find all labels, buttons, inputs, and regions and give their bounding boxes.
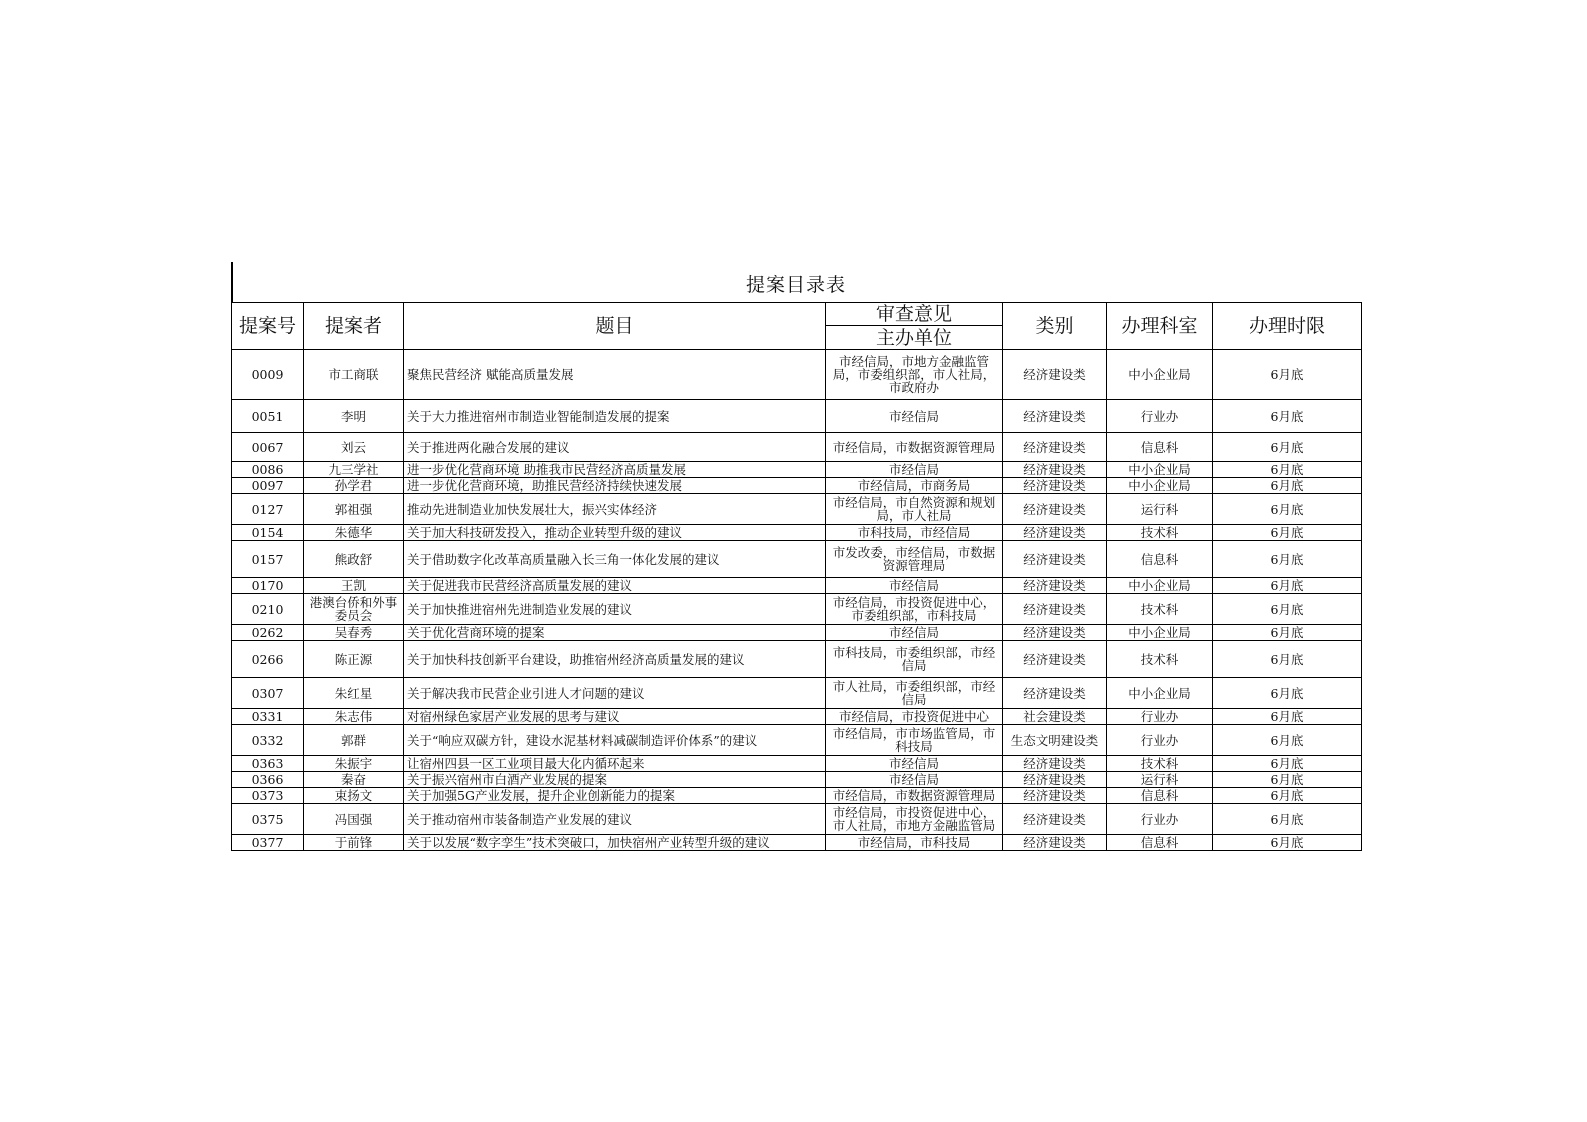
host-unit-cell: 市科技局，市委组织部，市经信局 <box>826 641 1003 678</box>
office-cell: 行业办 <box>1107 804 1213 835</box>
deadline-cell: 6月底 <box>1213 835 1362 851</box>
subject-cell: 聚焦民营经济 赋能高质量发展 <box>404 350 826 400</box>
deadline-cell: 6月底 <box>1213 525 1362 541</box>
proposer-cell: 李明 <box>304 400 404 433</box>
proposer-cell: 九三学社 <box>304 462 404 478</box>
office-cell: 技术科 <box>1107 641 1213 678</box>
host-unit-cell: 市经信局 <box>826 756 1003 772</box>
deadline-cell: 6月底 <box>1213 478 1362 494</box>
proposal-id-cell: 0373 <box>232 788 304 804</box>
subject-cell: 关于以发展“数字孪生”技术突破口，加快宿州产业转型升级的建议 <box>404 835 826 851</box>
office-cell: 中小企业局 <box>1107 678 1213 709</box>
header-id: 提案号 <box>232 303 304 350</box>
proposer-cell: 刘云 <box>304 433 404 462</box>
office-cell: 行业办 <box>1107 725 1213 756</box>
table-row <box>232 478 1362 494</box>
subject-cell: 关于促进我市民营经济高质量发展的建议 <box>404 578 826 594</box>
proposal-id-cell: 0331 <box>232 709 304 725</box>
proposal-id-cell: 0210 <box>232 594 304 625</box>
category-cell: 经济建设类 <box>1003 433 1107 462</box>
deadline-cell: 6月底 <box>1213 709 1362 725</box>
office-cell: 中小企业局 <box>1107 578 1213 594</box>
host-unit-cell: 市经信局 <box>826 462 1003 478</box>
office-cell: 中小企业局 <box>1107 625 1213 641</box>
header-office: 办理科室 <box>1107 303 1213 350</box>
deadline-cell: 6月底 <box>1213 494 1362 525</box>
proposer-cell: 陈正源 <box>304 641 404 678</box>
proposal-id-cell: 0067 <box>232 433 304 462</box>
office-cell: 运行科 <box>1107 772 1213 788</box>
table-row <box>232 804 1362 835</box>
category-cell: 经济建设类 <box>1003 788 1107 804</box>
proposal-id-cell: 0157 <box>232 541 304 578</box>
proposer-cell: 朱红星 <box>304 678 404 709</box>
host-unit-cell: 市经信局，市市场监管局，市科技局 <box>826 725 1003 756</box>
proposer-cell: 束扬文 <box>304 788 404 804</box>
proposal-id-cell: 0051 <box>232 400 304 433</box>
category-cell: 经济建设类 <box>1003 478 1107 494</box>
subject-cell: 关于优化营商环境的提案 <box>404 625 826 641</box>
table-row <box>232 433 1362 462</box>
category-cell: 经济建设类 <box>1003 494 1107 525</box>
table-row <box>232 772 1362 788</box>
header-deadline: 办理时限 <box>1213 303 1362 350</box>
deadline-cell: 6月底 <box>1213 788 1362 804</box>
subject-cell: 关于加大科技研发投入，推动企业转型升级的建议 <box>404 525 826 541</box>
table-row <box>232 756 1362 772</box>
office-cell: 信息科 <box>1107 433 1213 462</box>
header-subject: 题目 <box>404 303 826 350</box>
host-unit-cell: 市经信局，市科技局 <box>826 835 1003 851</box>
subject-cell: 进一步优化营商环境 助推我市民营经济高质量发展 <box>404 462 826 478</box>
deadline-cell: 6月底 <box>1213 678 1362 709</box>
header-review: 审查意见 <box>826 303 1003 326</box>
office-cell: 信息科 <box>1107 835 1213 851</box>
proposal-id-cell: 0332 <box>232 725 304 756</box>
category-cell: 经济建设类 <box>1003 804 1107 835</box>
office-cell: 信息科 <box>1107 541 1213 578</box>
deadline-cell: 6月底 <box>1213 462 1362 478</box>
deadline-cell: 6月底 <box>1213 756 1362 772</box>
deadline-cell: 6月底 <box>1213 641 1362 678</box>
category-cell: 经济建设类 <box>1003 625 1107 641</box>
host-unit-cell: 市科技局，市经信局 <box>826 525 1003 541</box>
proposal-id-cell: 0377 <box>232 835 304 851</box>
deadline-cell: 6月底 <box>1213 541 1362 578</box>
office-cell: 行业办 <box>1107 400 1213 433</box>
office-cell: 中小企业局 <box>1107 350 1213 400</box>
proposer-cell: 朱振宇 <box>304 756 404 772</box>
subject-cell: 让宿州四县一区工业项目最大化内循环起来 <box>404 756 826 772</box>
host-unit-cell: 市经信局，市数据资源管理局 <box>826 433 1003 462</box>
table-row <box>232 462 1362 478</box>
deadline-cell: 6月底 <box>1213 400 1362 433</box>
office-cell: 技术科 <box>1107 756 1213 772</box>
proposal-id-cell: 0307 <box>232 678 304 709</box>
proposal-id-cell: 0375 <box>232 804 304 835</box>
category-cell: 经济建设类 <box>1003 578 1107 594</box>
host-unit-cell: 市经信局 <box>826 625 1003 641</box>
proposer-cell: 港澳台侨和外事委员会 <box>304 594 404 625</box>
deadline-cell: 6月底 <box>1213 772 1362 788</box>
page-title: 提案目录表 <box>745 274 846 296</box>
proposer-cell: 吴春秀 <box>304 625 404 641</box>
proposal-id-cell: 0366 <box>232 772 304 788</box>
table-row <box>232 578 1362 594</box>
subject-cell: 关于借助数字化改革高质量融入长三角一体化发展的建议 <box>404 541 826 578</box>
deadline-cell: 6月底 <box>1213 804 1362 835</box>
category-cell: 经济建设类 <box>1003 756 1107 772</box>
proposal-id-cell: 0363 <box>232 756 304 772</box>
category-cell: 生态文明建设类 <box>1003 725 1107 756</box>
deadline-cell: 6月底 <box>1213 433 1362 462</box>
subject-cell: 关于推动宿州市装备制造产业发展的建议 <box>404 804 826 835</box>
host-unit-cell: 市发改委，市经信局，市数据资源管理局 <box>826 541 1003 578</box>
proposer-cell: 市工商联 <box>304 350 404 400</box>
proposal-id-cell: 0127 <box>232 494 304 525</box>
proposer-cell: 朱德华 <box>304 525 404 541</box>
table-row <box>232 594 1362 625</box>
table-row <box>232 400 1362 433</box>
table-row <box>232 525 1362 541</box>
office-cell: 信息科 <box>1107 788 1213 804</box>
category-cell: 经济建设类 <box>1003 350 1107 400</box>
deadline-cell: 6月底 <box>1213 594 1362 625</box>
category-cell: 经济建设类 <box>1003 594 1107 625</box>
table-row <box>232 709 1362 725</box>
proposer-cell: 秦奋 <box>304 772 404 788</box>
host-unit-cell: 市经信局，市投资促进中心，市委组织部，市科技局 <box>826 594 1003 625</box>
table-row <box>232 641 1362 678</box>
subject-cell: 关于加强5G产业发展，提升企业创新能力的提案 <box>404 788 826 804</box>
subject-cell: 关于加快推进宿州先进制造业发展的建议 <box>404 594 826 625</box>
category-cell: 经济建设类 <box>1003 541 1107 578</box>
proposal-id-cell: 0097 <box>232 478 304 494</box>
office-cell: 行业办 <box>1107 709 1213 725</box>
proposer-cell: 熊政舒 <box>304 541 404 578</box>
proposer-cell: 郭祖强 <box>304 494 404 525</box>
proposal-id-cell: 0262 <box>232 625 304 641</box>
subject-cell: 关于振兴宿州市白酒产业发展的提案 <box>404 772 826 788</box>
table-row <box>232 625 1362 641</box>
table-row <box>232 541 1362 578</box>
office-cell: 技术科 <box>1107 525 1213 541</box>
proposal-id-cell: 0170 <box>232 578 304 594</box>
table-row <box>232 494 1362 525</box>
host-unit-cell: 市经信局，市地方金融监管局，市委组织部，市人社局，市政府办 <box>826 350 1003 400</box>
category-cell: 经济建设类 <box>1003 525 1107 541</box>
proposer-cell: 冯国强 <box>304 804 404 835</box>
table-row <box>232 788 1362 804</box>
category-cell: 经济建设类 <box>1003 772 1107 788</box>
subject-cell: 关于解决我市民营企业引进人才问题的建议 <box>404 678 826 709</box>
category-cell: 经济建设类 <box>1003 641 1107 678</box>
proposal-id-cell: 0154 <box>232 525 304 541</box>
subject-cell: 关于大力推进宿州市制造业智能制造发展的提案 <box>404 400 826 433</box>
category-cell: 经济建设类 <box>1003 462 1107 478</box>
subject-cell: 进一步优化营商环境，助推民营经济持续快速发展 <box>404 478 826 494</box>
header-category: 类别 <box>1003 303 1107 350</box>
office-cell: 中小企业局 <box>1107 478 1213 494</box>
subject-cell: 推动先进制造业加快发展壮大，振兴实体经济 <box>404 494 826 525</box>
office-cell: 技术科 <box>1107 594 1213 625</box>
table-row <box>232 725 1362 756</box>
host-unit-cell: 市经信局 <box>826 578 1003 594</box>
category-cell: 经济建设类 <box>1003 835 1107 851</box>
deadline-cell: 6月底 <box>1213 350 1362 400</box>
host-unit-cell: 市经信局，市商务局 <box>826 478 1003 494</box>
header-host: 主办单位 <box>826 326 1003 350</box>
table-body <box>232 350 1362 851</box>
proposer-cell: 于前锋 <box>304 835 404 851</box>
subject-cell: 关于加快科技创新平台建设，助推宿州经济高质量发展的建议 <box>404 641 826 678</box>
header-proposer: 提案者 <box>304 303 404 350</box>
table-row <box>232 835 1362 851</box>
deadline-cell: 6月底 <box>1213 625 1362 641</box>
proposer-cell: 王凯 <box>304 578 404 594</box>
proposer-cell: 郭群 <box>304 725 404 756</box>
proposal-id-cell: 0266 <box>232 641 304 678</box>
proposal-id-cell: 0086 <box>232 462 304 478</box>
host-unit-cell: 市经信局，市数据资源管理局 <box>826 788 1003 804</box>
host-unit-cell: 市经信局，市投资促进中心 <box>826 709 1003 725</box>
table-row <box>232 350 1362 400</box>
host-unit-cell: 市经信局 <box>826 400 1003 433</box>
proposal-id-cell: 0009 <box>232 350 304 400</box>
table-row <box>232 678 1362 709</box>
deadline-cell: 6月底 <box>1213 578 1362 594</box>
proposer-cell: 孙学君 <box>304 478 404 494</box>
subject-cell: 关于“响应双碳方针，建设水泥基材料减碳制造评价体系”的建议 <box>404 725 826 756</box>
proposal-table <box>231 302 1362 851</box>
host-unit-cell: 市经信局，市投资促进中心，市人社局，市地方金融监管局 <box>826 804 1003 835</box>
subject-cell: 对宿州绿色家居产业发展的思考与建议 <box>404 709 826 725</box>
office-cell: 中小企业局 <box>1107 462 1213 478</box>
proposer-cell: 朱志伟 <box>304 709 404 725</box>
subject-cell: 关于推进两化融合发展的建议 <box>404 433 826 462</box>
category-cell: 社会建设类 <box>1003 709 1107 725</box>
host-unit-cell: 市经信局，市自然资源和规划局，市人社局 <box>826 494 1003 525</box>
office-cell: 运行科 <box>1107 494 1213 525</box>
category-cell: 经济建设类 <box>1003 678 1107 709</box>
category-cell: 经济建设类 <box>1003 400 1107 433</box>
host-unit-cell: 市人社局，市委组织部，市经信局 <box>826 678 1003 709</box>
host-unit-cell: 市经信局 <box>826 772 1003 788</box>
deadline-cell: 6月底 <box>1213 725 1362 756</box>
